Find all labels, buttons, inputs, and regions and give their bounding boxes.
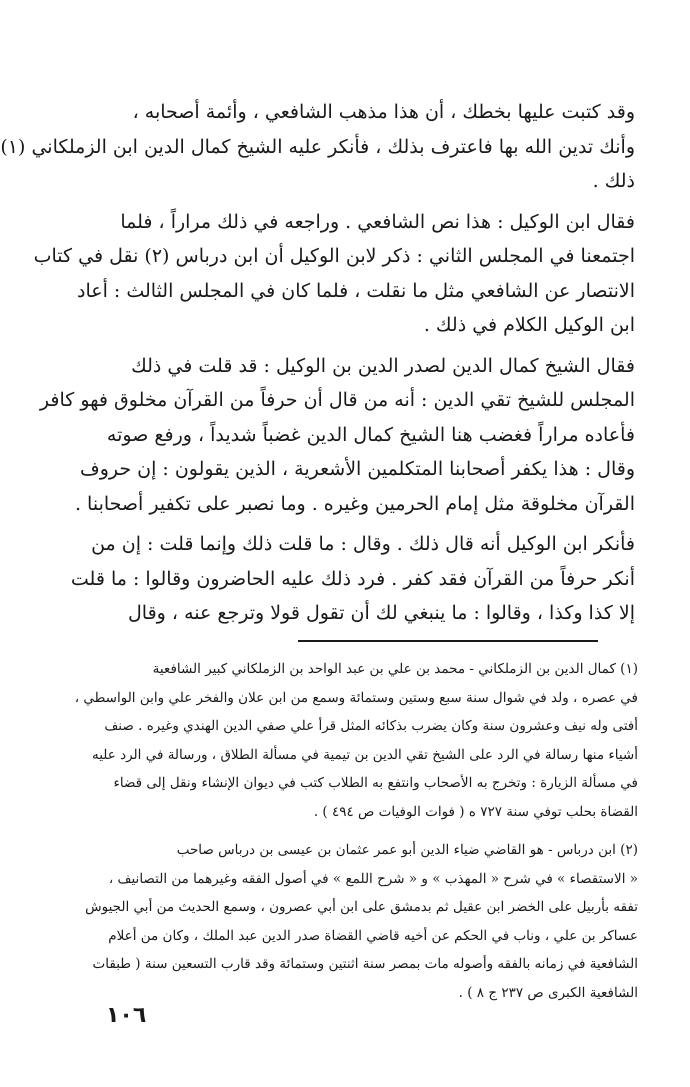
paragraph-4 xyxy=(60,527,635,631)
text-line: أنكر حرفاً من القرآن فقد كفر . فرد ذلك عليه الحاضرون وقالوا : ما قلت xyxy=(70,567,635,590)
footnote-line: (٢) ابن درباس - هو القاضي ضياء الدين أبو عمر عثمان بن عيسى بن درباس صاحب xyxy=(176,842,638,858)
main-text xyxy=(0,95,635,637)
footnote-line: « الاستقصاء » في شرح « المهذب » و « شرح اللمع » في أصول الفقه وغيرهما من التصانيف ، xyxy=(108,870,638,887)
text-line: وقد كتبت عليها بخطك ، أن هذا مذهب الشافعي ، وأئمة أصحابه ، xyxy=(132,101,635,123)
footnote-divider xyxy=(298,640,598,642)
footnote-line: القضاة بحلب توفي سنة ٧٢٧ ه ( فوات الوفيات ص ٤٩٤ ) . xyxy=(313,803,638,820)
footnote-line: تفقه بأربيل على الخضر ابن عقيل ثم بدمشق على ابن أبي عصرون ، وسمع الحديث من أبي الجيوش xyxy=(85,899,638,915)
footnote-line: أشياء منها رسالة في الرد على الشيخ تقي الدين بن تيمية في مسألة الطلاق ، ورسالة في الرد عليه xyxy=(91,746,638,763)
text-line: القرآن مخلوقة مثل إمام الحرمين وغيره . وما نصبر على تكفير أصحابنا . xyxy=(74,492,635,515)
text-line: ابن الوكيل الكلام في ذلك . xyxy=(423,314,635,336)
text-line: فقال الشيخ كمال الدين لصدر الدين بن الوكيل : قد قلت في ذلك xyxy=(131,354,635,377)
text-line: فأنكر ابن الوكيل أنه قال ذلك . وقال : ما قلت ذلك وإنما قلت : إن من xyxy=(91,533,635,555)
footnote-line: (١) كمال الدين بن الزملكاني - محمد بن علي بن عبد الواحد بن الزملكاني كبير الشافعية xyxy=(152,661,638,677)
page-number: ١٠٦ xyxy=(106,1003,147,1028)
text-line: الانتصار عن الشافعي مثل ما نقلت ، فلما كان في المجلس الثالث : أعاد xyxy=(76,279,635,302)
text-line: فأعاده مراراً فغضب هنا الشيخ كمال الدين غضباً شديداً ، ورفع صوته xyxy=(106,423,635,446)
text-line: فقال ابن الوكيل : هذا نص الشافعي . وراجعه في ذلك مراراً ، فلما xyxy=(120,210,635,233)
text-line: وأنك تدين الله بها فاعترف بذلك ، فأنكر عليه الشيخ كمال الدين ابن الزملكاني (١) xyxy=(0,135,635,158)
footnotes xyxy=(58,655,638,1017)
text-line: وقال : هذا يكفر أصحابنا المتكلمين الأشعرية ، الذين يقولون : إن حروف xyxy=(80,458,635,480)
footnote-line: في مسألة الزيارة : وتخرج به الأصحاب وانتفع به الطلاب كتب في ديوان الإنشاء ونقل إلى قضاء xyxy=(113,775,638,791)
footnote-line: الشافعية الكبرى ص ٢٣٧ ج ٨ ) . xyxy=(458,984,638,1001)
text-line: إلا كذا وكذا ، وقالوا : ما ينبغي لك أن تقول قولا وترجع عنه ، وقال xyxy=(128,602,635,624)
paragraph-3 xyxy=(39,349,635,522)
text-line: المجلس للشيخ تقي الدين : أنه من قال أن حرفاً من القرآن مخلوق فهو كافر xyxy=(39,389,635,411)
footnote-line: عساكر بن علي ، وناب في الحكم عن أخيه قاضي القضاة صدر الدين عبد الملك ، وكان من أعلام xyxy=(108,927,638,944)
paragraph-2 xyxy=(33,205,635,343)
footnote-line: أفتى وله نيف وعشرون سنة وكان يضرب بذكائه المثل قرأ علي صفي الدين الهندي وغيره . صنف xyxy=(104,718,638,734)
footnote-line: الشافعية في زمانه بالفقه وأصوله مات بمصر سنة اثنتين وستمائة وقد قارب التسعين سنة ( طبقات xyxy=(92,956,638,972)
footnote-2 xyxy=(58,836,638,1007)
paragraph-1 xyxy=(0,95,635,199)
text-line: اجتمعنا في المجلس الثاني : ذكر لابن الوكيل أن ابن درباس (٢) نقل في كتاب xyxy=(33,245,635,267)
footnote-line: في عصره ، ولد في شوال سنة سبع وستين وستمائة وسمع من ابن علان والفخر علي وابن الواسطي ، xyxy=(74,689,638,706)
text-line: ذلك . xyxy=(592,170,635,192)
footnote-1 xyxy=(58,655,638,826)
